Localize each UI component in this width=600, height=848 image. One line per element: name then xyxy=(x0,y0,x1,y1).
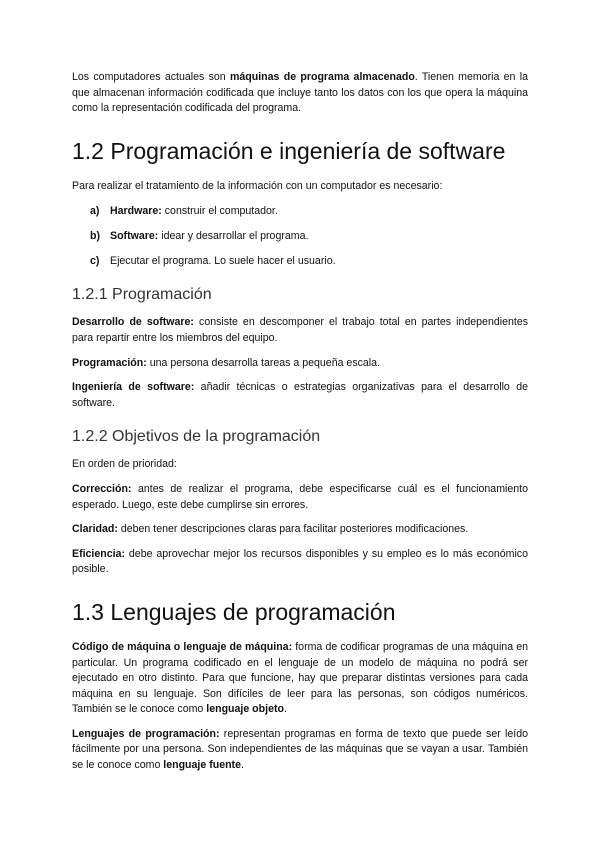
paragraph-eficiencia xyxy=(72,547,528,578)
definition: añadir técnicas o estrategias organizativas para el desarrollo de software. xyxy=(72,381,528,409)
term: Programación: xyxy=(72,356,147,369)
paragraph-ingenieria xyxy=(72,380,528,411)
intro-paragraph xyxy=(72,70,528,117)
sentence-end: . xyxy=(240,759,244,772)
definition: antes de realizar el programa, debe especificarse cuál es el funcionamiento esperado. Luego, este debe cumplirse sin errores. xyxy=(72,482,528,511)
term-emphasis: lenguaje fuente xyxy=(163,759,241,772)
sentence-end: . xyxy=(283,703,287,716)
intro-text-pre: Los computadores actuales son xyxy=(72,71,230,83)
paragraph-claridad xyxy=(72,522,528,538)
term: Eficiencia: xyxy=(72,547,125,560)
section-1-2-intro: Para realizar el tratamiento de la información con un computador es necesario: xyxy=(72,179,443,192)
term-emphasis: lenguaje objeto xyxy=(206,703,284,716)
paragraph-codigo-maquina xyxy=(72,640,528,718)
paragraph-programacion xyxy=(72,356,528,372)
requirements-list xyxy=(72,204,528,269)
definition: debe aprovechar mejor los recursos disponibles y su empleo es lo más económico posible. xyxy=(72,547,528,576)
list-item xyxy=(72,229,528,244)
section-1-2-2-heading: 1.2.2 Objetivos de la programación xyxy=(72,428,321,446)
list-item-text: construir el computador. xyxy=(161,205,278,218)
section-1-2-heading: 1.2 Programación e ingeniería de software xyxy=(72,137,506,164)
section-1-2-2-intro: En orden de prioridad: xyxy=(72,458,177,471)
list-item-term: Software: xyxy=(110,230,159,243)
term: Lenguajes de programación: xyxy=(72,727,220,740)
paragraph-correccion xyxy=(72,482,528,513)
definition: consiste en descomponer el trabajo total en partes independientes para repartir entre los miembros del equipo. xyxy=(72,316,529,344)
intro-text-post: . Tienen memoria en la que almacenan información codificada que incluye tanto los datos con los que opera la máquina como la representación codificada del programa. xyxy=(72,71,528,115)
paragraph-lenguajes xyxy=(72,727,528,774)
term: Claridad: xyxy=(72,523,118,536)
document-page xyxy=(72,70,528,774)
list-item-text: Ejecutar el programa. Lo suele hacer el usuario. xyxy=(110,255,336,268)
definition: deben tener descripciones claras para facilitar posteriores modificaciones. xyxy=(117,523,469,536)
section-1-2-1-heading: 1.2.1 Programación xyxy=(72,286,212,304)
list-marker: a) xyxy=(90,205,100,218)
term: Ingeniería de software: xyxy=(72,381,195,394)
list-item xyxy=(72,204,528,219)
definition: forma de codificar programas de una máquina en particular. Un programa codificado en el lenguaje de un modelo de máquina no podrá ser ejecutado en otro distinto. Para que funcione, hay que preparar distintas versiones para cada máquina en su lenguaje. Son difíciles de leer para las personas, son códigos numéricos. También se le conoce como xyxy=(72,640,528,716)
list-item xyxy=(72,254,528,269)
list-item-text: idear y desarrollar el programa. xyxy=(158,230,309,243)
list-item-term: Hardware: xyxy=(110,205,162,218)
term: Corrección: xyxy=(72,482,132,495)
list-marker: c) xyxy=(90,255,100,268)
paragraph-desarrollo xyxy=(72,315,528,346)
list-marker: b) xyxy=(90,230,100,243)
term: Código de máquina o lenguaje de máquina: xyxy=(72,640,293,653)
definition: una persona desarrolla tareas a pequeña escala. xyxy=(146,356,380,369)
definition: representan programas en forma de texto que puede ser leído fácilmente por una persona. Son independientes de las máquinas que se vayan a usar. También se le conoce como xyxy=(72,727,529,772)
section-1-3-heading: 1.3 Lenguajes de programación xyxy=(72,598,396,625)
intro-bold-term: máquinas de programa almacenado xyxy=(229,71,415,83)
term: Desarrollo de software: xyxy=(72,316,194,329)
